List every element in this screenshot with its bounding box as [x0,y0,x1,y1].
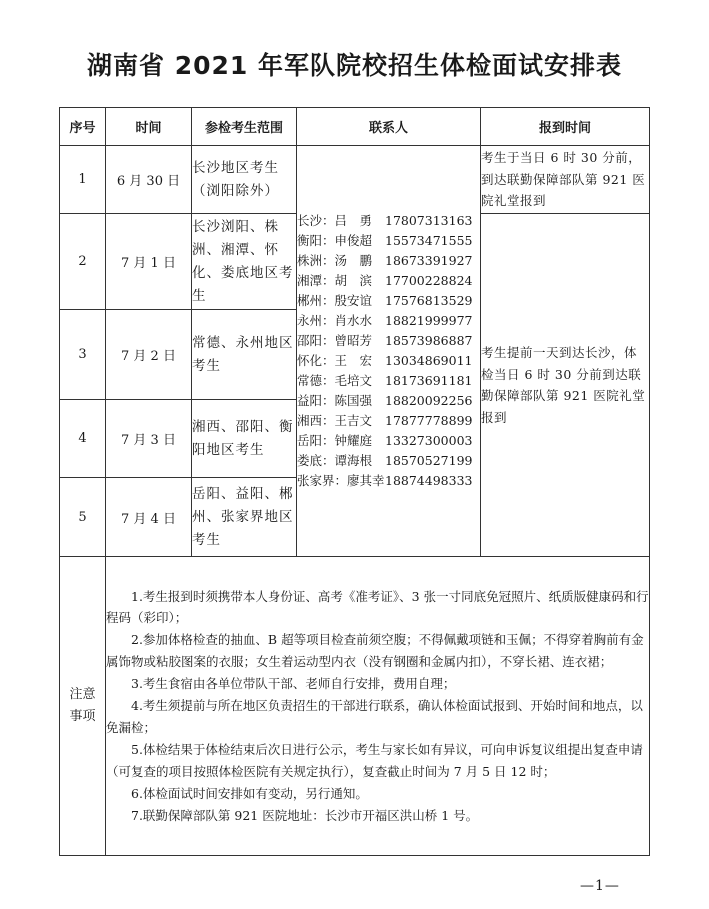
row-no: 3 [60,310,106,400]
row-date: 7 月 2 日 [106,310,192,400]
contact-item [297,271,480,291]
notes-label [60,557,106,856]
contact-name: 长沙：吕 勇 [297,213,373,228]
contact-name: 常德：毛培文 [297,373,373,388]
header-no: 序号 [60,108,106,146]
contact-item [297,291,480,311]
contact-phone: 13327300003 [385,433,473,448]
notes-cell [106,557,650,856]
contact-name: 永州：肖水水 [297,313,373,328]
table-row [60,146,650,214]
contact-phone: 17576813529 [385,293,473,308]
contacts-cell [297,146,481,557]
note-item: 3.考生食宿由各单位带队干部、老师自行安排，费用自理； [131,676,456,692]
note-item: 5.体检结果于体检结束后次日进行公示，考生与家长如有异议，可向申诉复议组提出复查申请（可复查的项目按照体检医院有关规定执行），复查截止时间为 7 月 5 日 12 时； [106,741,643,779]
contact-item [297,391,480,411]
row-no: 1 [60,146,106,214]
contact-name: 岳阳：钟耀庭 [297,433,373,448]
contact-phone: 17877778899 [385,413,473,428]
row-date: 6 月 30 日 [106,146,192,214]
contact-name: 湘西：王吉文 [297,413,373,428]
row-date: 7 月 4 日 [106,478,192,557]
row-no: 2 [60,214,106,310]
contact-name: 衡阳：申俊超 [297,233,373,248]
contact-item [297,251,480,271]
row-range: 常德、永州地区考生 [192,310,297,400]
contact-phone: 17807313163 [385,213,473,228]
header-contacts: 联系人 [297,108,481,146]
contact-item [297,371,480,391]
page-number: —1— [580,878,620,894]
contact-name: 张家界：廖其幸 [297,473,385,488]
contact-item [297,411,480,431]
row-no: 4 [60,400,106,478]
row-date: 7 月 1 日 [106,214,192,310]
notes-row [60,557,650,856]
header-date: 时间 [106,108,192,146]
row-range: 湘西、邵阳、衡阳地区考生 [192,400,297,478]
contact-name: 湘潭：胡 滨 [297,273,373,288]
contact-name: 邵阳：曾昭芳 [297,333,373,348]
contact-item [297,471,480,491]
contact-item [297,231,480,251]
contact-item [297,451,480,471]
contact-phone: 18821999977 [385,313,473,328]
contact-name: 郴州：殷安谊 [297,293,373,308]
header-report-time: 报到时间 [481,108,650,146]
contact-phone: 13034869011 [385,353,473,368]
header-range: 参检考生范围 [192,108,297,146]
row-range: 长沙地区考生（浏阳除外） [192,146,297,214]
contact-phone: 18874498333 [385,473,473,488]
contact-name: 益阳：陈国强 [297,393,373,408]
note-item: 4.考生须提前与所在地区负责招生的干部进行联系，确认体检面试报到、开始时间和地点，以免漏检； [106,698,643,735]
page-title: 湖南省 2021 年军队院校招生体检面试安排表 [87,51,622,80]
contact-phone: 18573986887 [385,333,473,348]
schedule-table [59,107,650,856]
row-range: 岳阳、益阳、郴州、张家界地区考生 [192,478,297,557]
contact-item [297,211,480,231]
row-no: 5 [60,478,106,557]
contact-name: 株洲：汤 鹏 [297,253,373,268]
contact-phone: 18173691181 [385,373,473,388]
contact-name: 娄底：谭海根 [297,453,373,468]
contact-phone: 18570527199 [385,453,473,468]
row-date: 7 月 3 日 [106,400,192,478]
contact-item [297,331,480,351]
note-item: 6.体检面试时间安排如有变动，另行通知。 [131,785,368,801]
contact-phone: 18820092256 [385,393,473,408]
note-item: 7.联勤保障部队第 921 医院地址：长沙市开福区洪山桥 1 号。 [131,807,479,823]
header-row [60,108,650,146]
report-time-first: 考生于当日 6 时 30 分前，到达联勤保障部队第 921 医院礼堂报到 [481,146,650,214]
contact-name: 怀化：王 宏 [297,353,373,368]
notes-label-text: 注意事项 [69,687,96,724]
contact-phone: 18673391927 [385,253,473,268]
report-time-others: 考生提前一天到达长沙，体检当日 6 时 30 分前到达联勤保障部队第 921 医院礼堂报到 [481,214,650,557]
contact-item [297,311,480,331]
note-item: 1.考生报到时须携带本人身份证、高考《准考证》、3 张一寸同底免冠照片、纸质版健康码和行程码（彩印）； [106,588,649,626]
contact-phone: 17700228824 [385,273,473,288]
note-item: 2.参加体格检查的抽血、B 超等项目检查前须空腹；不得佩戴项链和玉佩；不得穿着胸前有金属饰物或粘胶图案的衣服；女生着运动型内衣（没有钢圈和金属内扣），不穿长裙、连衣裙； [106,632,644,670]
contact-item [297,431,480,451]
contact-phone: 15573471555 [385,233,473,248]
contact-item [297,351,480,371]
row-range: 长沙浏阳、株洲、湘潭、怀化、娄底地区考生 [192,214,297,310]
